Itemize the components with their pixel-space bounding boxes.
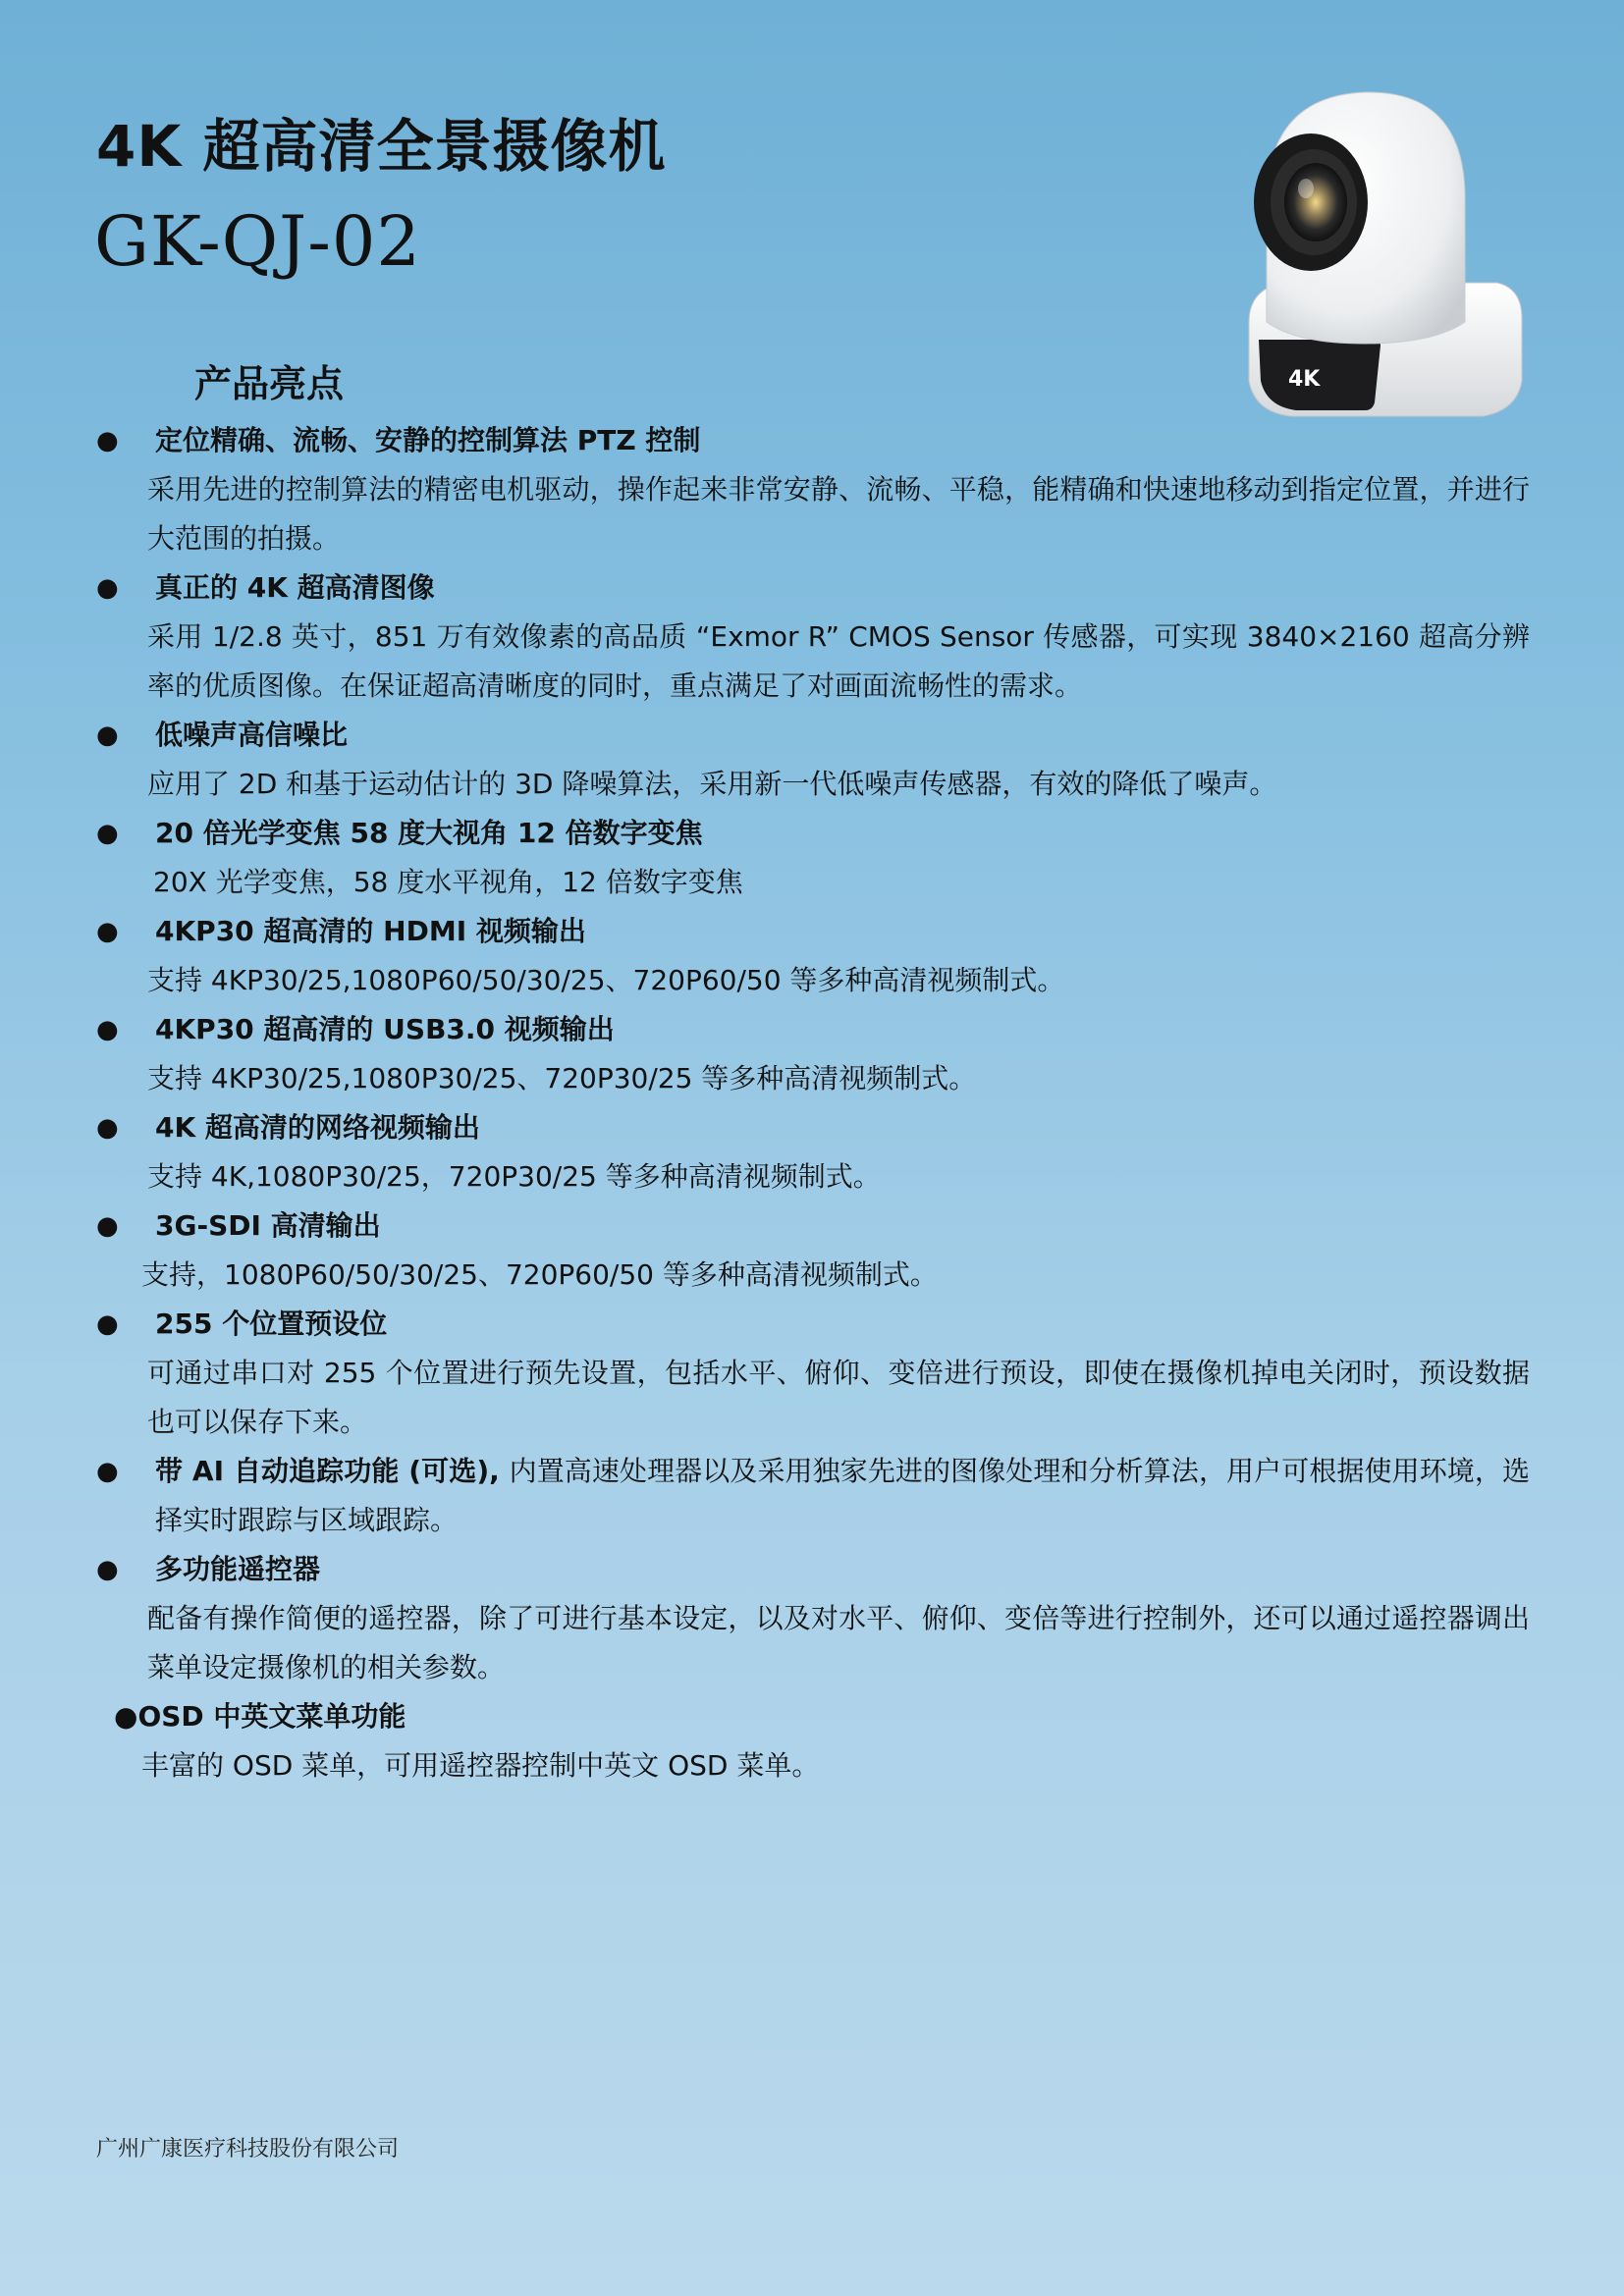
feature-description: 可通过串口对 255 个位置进行预先设置，包括水平、俯仰、变倍进行预设，即使在摄像机掉电关闭时，预设数据也可以保存下来。 (147, 1357, 1530, 1438)
section-title-highlights: 产品亮点 (194, 362, 345, 405)
feature-list (96, 416, 1530, 1790)
bullet-icon: ● (96, 426, 119, 455)
feature-description: 采用先进的控制算法的精密电机驱动，操作起来非常安静、流畅、平稳，能精确和快速地移动到指定位置，并进行大范围的拍摄。 (147, 473, 1530, 555)
feature-item-ptz (96, 416, 1530, 563)
feature-description: 支持，1080P60/50/30/25、720P60/50 等多种高清视频制式。 (141, 1258, 938, 1291)
feature-description: 配备有操作简便的遥控器，除了可进行基本设定，以及对水平、俯仰、变倍等进行控制外，还可以通过遥控器调出菜单设定摄像机的相关参数。 (147, 1602, 1530, 1683)
feature-item-hdmi (96, 907, 1530, 1005)
feature-item-network (96, 1103, 1530, 1201)
feature-title: 4KP30 超高清的 USB3.0 视频输出 (155, 1013, 615, 1045)
bullet-icon: ● (96, 573, 119, 603)
page-title: 4K 超高清全景摄像机 (96, 113, 667, 180)
bullet-icon: ● (96, 1211, 119, 1241)
feature-description: 应用了 2D 和基于运动估计的 3D 降噪算法，采用新一代低噪声传感器，有效的降低了噪声。 (147, 768, 1277, 800)
feature-item-remote (96, 1545, 1530, 1692)
bullet-icon: ● (96, 721, 119, 750)
feature-title: 20 倍光学变焦 58 度大视角 12 倍数字变焦 (155, 817, 703, 849)
camera-badge: 4K (1288, 367, 1321, 392)
feature-description: 丰富的 OSD 菜单，可用遥控器控制中英文 OSD 菜单。 (141, 1749, 820, 1782)
feature-description: 内置高速处理器以及采用独家先进的图像处理和分析算法，用户可根据使用环境，选择实时跟踪与区域跟踪。 (155, 1455, 1530, 1536)
feature-title: 3G-SDI 高清输出 (155, 1209, 381, 1242)
feature-title: 多功能遥控器 (155, 1553, 321, 1585)
bullet-icon: ● (96, 1113, 119, 1143)
bullet-icon: ● (96, 819, 119, 848)
footer-company-name: 广州广康医疗科技股份有限公司 (96, 2137, 400, 2162)
bullet-icon: ● (114, 1700, 138, 1733)
feature-description: 支持 4KP30/25,1080P60/50/30/25、720P60/50 等多种高清视频制式。 (147, 964, 1065, 996)
feature-description: 支持 4K,1080P30/25，720P30/25 等多种高清视频制式。 (147, 1160, 881, 1193)
feature-description: 20X 光学变焦，58 度水平视角，12 倍数字变焦 (153, 866, 743, 898)
feature-item-sdi (96, 1201, 1530, 1300)
feature-title: OSD 中英文菜单功能 (137, 1700, 406, 1733)
bullet-icon: ● (96, 1457, 119, 1486)
feature-item-zoom (96, 809, 1530, 907)
bullet-icon: ● (96, 1309, 119, 1339)
feature-description: 支持 4KP30/25,1080P30/25、720P30/25 等多种高清视频制式。 (147, 1062, 977, 1095)
bullet-icon: ● (96, 917, 119, 946)
feature-title: 低噪声高信噪比 (155, 719, 349, 751)
feature-item-low-noise (96, 711, 1530, 809)
feature-title: 4KP30 超高清的 HDMI 视频输出 (155, 915, 586, 947)
camera-product-image (1237, 86, 1532, 430)
feature-title: 定位精确、流畅、安静的控制算法 PTZ 控制 (155, 424, 701, 456)
feature-item-osd (96, 1692, 1530, 1790)
feature-item-4k-image (96, 563, 1530, 711)
feature-title: 带 AI 自动追踪功能 (可选), (155, 1455, 500, 1487)
feature-title: 255 个位置预设位 (155, 1308, 388, 1340)
feature-item-presets (96, 1300, 1530, 1447)
feature-item-usb (96, 1005, 1530, 1103)
feature-description: 采用 1/2.8 英寸，851 万有效像素的高品质 “Exmor R” CMOS Sensor 传感器，可实现 3840×2160 超高分辨率的优质图像。在保证超高清晰度的同时，重点满足了对画面流畅性的需求。 (147, 620, 1530, 702)
bullet-icon: ● (96, 1015, 119, 1044)
model-number: GK-QJ-02 (94, 201, 421, 282)
bullet-icon: ● (96, 1555, 119, 1584)
feature-item-ai-tracking (96, 1447, 1530, 1545)
feature-title: 真正的 4K 超高清图像 (155, 571, 435, 604)
feature-title: 4K 超高清的网络视频输出 (155, 1111, 480, 1144)
